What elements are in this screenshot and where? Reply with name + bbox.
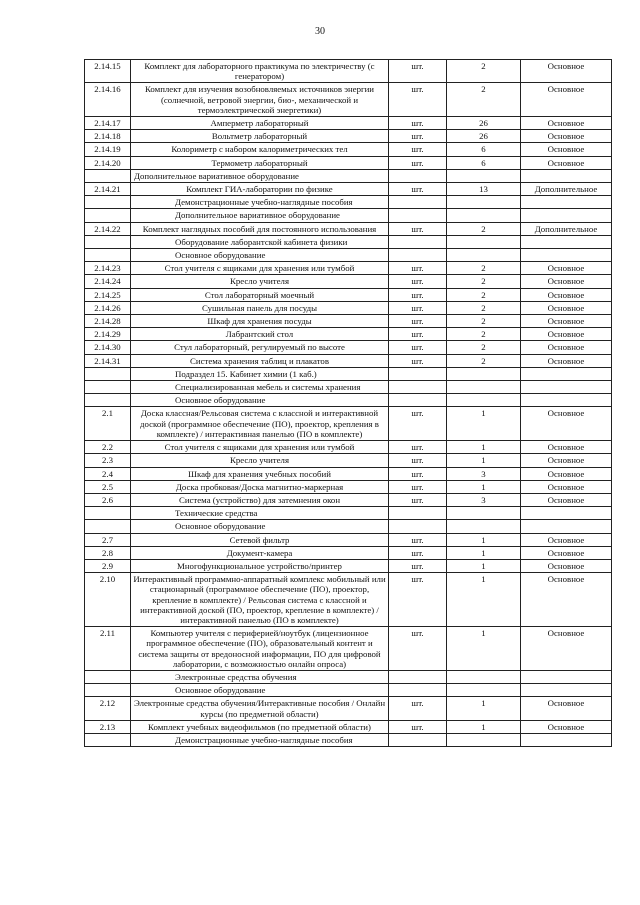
item-qty: 2 [447,275,521,288]
section-title: Основное оборудование [131,520,389,533]
section-unit-cell [389,235,447,248]
table-row [85,341,612,354]
item-num: 2.14.29 [85,328,131,341]
table-row [85,143,612,156]
section-qty-cell [447,169,521,182]
item-type: Основное [521,493,612,506]
item-type: Основное [521,60,612,83]
section-type-cell [521,196,612,209]
item-num: 2.14.17 [85,117,131,130]
item-unit: шт. [389,546,447,559]
section-title: Основное оборудование [131,249,389,262]
item-type: Основное [521,480,612,493]
section-type-cell [521,507,612,520]
section-unit-cell [389,209,447,222]
item-type: Основное [521,559,612,572]
table-row [85,222,612,235]
table-row [85,83,612,117]
section-type-cell [521,684,612,697]
section-row [85,235,612,248]
item-num: 2.14.21 [85,183,131,196]
item-num: 2.1 [85,407,131,441]
item-num: 2.14.16 [85,83,131,117]
item-unit: шт. [389,83,447,117]
item-type: Основное [521,83,612,117]
section-num-cell [85,196,131,209]
item-name: Комплект для изучения возобновляемых источников энергии (солнечной, ветровой энергии, био-, механической и термоэлектрической энергетики) [131,83,389,117]
section-unit-cell [389,196,447,209]
section-qty-cell [447,670,521,683]
item-unit: шт. [389,315,447,328]
item-num: 2.14.22 [85,222,131,235]
section-title: Электронные средства обучения [131,670,389,683]
section-title: Дополнительное вариативное оборудование [131,209,389,222]
section-unit-cell [389,169,447,182]
item-type: Основное [521,441,612,454]
section-type-cell [521,670,612,683]
section-row [85,249,612,262]
section-unit-cell [389,249,447,262]
section-unit-cell [389,367,447,380]
table-row [85,407,612,441]
section-title: Демонстрационные учебно-наглядные пособия [131,733,389,746]
section-row [85,520,612,533]
section-unit-cell [389,520,447,533]
section-unit-cell [389,733,447,746]
item-num: 2.14.25 [85,288,131,301]
item-name: Документ-камера [131,546,389,559]
section-qty-cell [447,209,521,222]
section-type-cell [521,209,612,222]
section-num-cell [85,670,131,683]
section-row [85,381,612,394]
item-name: Термометр лабораторный [131,156,389,169]
item-type: Основное [521,315,612,328]
item-type: Основное [521,627,612,671]
table-row [85,262,612,275]
item-qty: 2 [447,341,521,354]
table-row [85,117,612,130]
item-type: Основное [521,407,612,441]
section-num-cell [85,394,131,407]
item-qty: 2 [447,354,521,367]
item-type: Основное [521,720,612,733]
item-type: Основное [521,573,612,627]
section-unit-cell [389,684,447,697]
item-qty: 1 [447,720,521,733]
item-qty: 3 [447,493,521,506]
item-name: Кресло учителя [131,275,389,288]
item-unit: шт. [389,341,447,354]
section-unit-cell [389,670,447,683]
table-row [85,467,612,480]
item-name: Сушильная панель для посуды [131,301,389,314]
item-name: Кресло учителя [131,454,389,467]
section-unit-cell [389,507,447,520]
item-name: Шкаф для хранения посуды [131,315,389,328]
item-qty: 26 [447,117,521,130]
item-qty: 2 [447,301,521,314]
item-qty: 1 [447,546,521,559]
item-num: 2.14.30 [85,341,131,354]
item-unit: шт. [389,407,447,441]
section-title: Специализированная мебель и системы хранения [131,381,389,394]
item-name: Многофункциональное устройство/принтер [131,559,389,572]
item-name: Система хранения таблиц и плакатов [131,354,389,367]
item-num: 2.14.28 [85,315,131,328]
table-row [85,441,612,454]
section-qty-cell [447,367,521,380]
section-type-cell [521,381,612,394]
item-unit: шт. [389,130,447,143]
table-row [85,328,612,341]
item-qty: 2 [447,60,521,83]
item-name: Стул лабораторный, регулируемый по высоте [131,341,389,354]
section-row [85,733,612,746]
item-name: Стол учителя с ящиками для хранения или тумбой [131,441,389,454]
table-row [85,315,612,328]
item-type: Дополнительное [521,222,612,235]
table-row [85,533,612,546]
item-name: Сетевой фильтр [131,533,389,546]
section-num-cell [85,733,131,746]
item-qty: 1 [447,407,521,441]
section-qty-cell [447,196,521,209]
item-type: Основное [521,328,612,341]
item-qty: 1 [447,533,521,546]
table-row [85,354,612,367]
item-type: Основное [521,117,612,130]
item-qty: 6 [447,143,521,156]
table-row [85,720,612,733]
section-row [85,670,612,683]
item-unit: шт. [389,559,447,572]
table-row [85,454,612,467]
item-name: Амперметр лабораторный [131,117,389,130]
item-num: 2.14.23 [85,262,131,275]
item-qty: 6 [447,156,521,169]
table-row [85,183,612,196]
item-num: 2.3 [85,454,131,467]
item-name: Вольтметр лабораторный [131,130,389,143]
item-num: 2.14.20 [85,156,131,169]
item-name: Доска пробковая/Доска магнитно-маркерная [131,480,389,493]
section-row [85,684,612,697]
table-row [85,301,612,314]
section-type-cell [521,520,612,533]
item-unit: шт. [389,627,447,671]
item-num: 2.6 [85,493,131,506]
item-qty: 1 [447,559,521,572]
item-type: Основное [521,288,612,301]
item-type: Основное [521,156,612,169]
item-num: 2.10 [85,573,131,627]
item-qty: 2 [447,288,521,301]
section-num-cell [85,249,131,262]
item-name: Стол лабораторный моечный [131,288,389,301]
item-num: 2.14.19 [85,143,131,156]
item-unit: шт. [389,222,447,235]
item-num: 2.14.15 [85,60,131,83]
section-title: Подраздел 15. Кабинет химии (1 каб.) [131,367,389,380]
table-body [85,60,612,747]
item-unit: шт. [389,288,447,301]
table-row [85,156,612,169]
item-unit: шт. [389,720,447,733]
item-unit: шт. [389,301,447,314]
section-row [85,196,612,209]
section-row [85,209,612,222]
item-qty: 2 [447,222,521,235]
section-row [85,394,612,407]
section-type-cell [521,367,612,380]
section-title: Основное оборудование [131,394,389,407]
item-qty: 1 [447,573,521,627]
section-qty-cell [447,394,521,407]
item-num: 2.11 [85,627,131,671]
item-name: Электронные средства обучения/Интерактивные пособия / Онлайн курсы (по предметной области) [131,697,389,720]
item-unit: шт. [389,480,447,493]
table-row [85,60,612,83]
section-type-cell [521,235,612,248]
section-title: Демонстрационные учебно-наглядные пособия [131,196,389,209]
item-qty: 26 [447,130,521,143]
item-unit: шт. [389,328,447,341]
table-row [85,493,612,506]
item-num: 2.7 [85,533,131,546]
section-title: Оборудование лаборантской кабинета физики [131,235,389,248]
section-title: Основное оборудование [131,684,389,697]
item-qty: 1 [447,441,521,454]
item-unit: шт. [389,493,447,506]
section-qty-cell [447,381,521,394]
item-name: Лабрантский стол [131,328,389,341]
table-row [85,275,612,288]
item-unit: шт. [389,60,447,83]
item-num: 2.2 [85,441,131,454]
item-name: Шкаф для хранения учебных пособий [131,467,389,480]
section-num-cell [85,209,131,222]
section-num-cell [85,684,131,697]
item-unit: шт. [389,697,447,720]
item-type: Основное [521,262,612,275]
section-type-cell [521,249,612,262]
section-num-cell [85,169,131,182]
section-qty-cell [447,733,521,746]
item-qty: 1 [447,454,521,467]
table-row [85,130,612,143]
section-qty-cell [447,507,521,520]
item-qty: 2 [447,328,521,341]
section-title: Технические средства [131,507,389,520]
item-num: 2.12 [85,697,131,720]
table-row [85,480,612,493]
item-num: 2.4 [85,467,131,480]
section-num-cell [85,520,131,533]
item-type: Основное [521,546,612,559]
item-name: Компьютер учителя с периферией/ноутбук (лицензионное программное обеспечение (ПО), образовательный контент и система защиты от вредоносной информации, ПО для цифровой лаборатории, с возможностью онлайн опроса) [131,627,389,671]
item-type: Основное [521,454,612,467]
section-unit-cell [389,394,447,407]
section-num-cell [85,381,131,394]
item-num: 2.8 [85,546,131,559]
section-qty-cell [447,520,521,533]
item-qty: 13 [447,183,521,196]
item-unit: шт. [389,467,447,480]
item-type: Основное [521,354,612,367]
table-row [85,697,612,720]
table-row [85,627,612,671]
item-qty: 2 [447,83,521,117]
item-num: 2.9 [85,559,131,572]
item-num: 2.14.31 [85,354,131,367]
item-num: 2.14.18 [85,130,131,143]
item-name: Система (устройство) для затемнения окон [131,493,389,506]
item-type: Основное [521,301,612,314]
section-num-cell [85,235,131,248]
item-qty: 2 [447,262,521,275]
item-num: 2.5 [85,480,131,493]
section-num-cell [85,507,131,520]
section-num-cell [85,367,131,380]
section-row [85,507,612,520]
item-qty: 1 [447,627,521,671]
section-qty-cell [447,235,521,248]
item-unit: шт. [389,275,447,288]
item-num: 2.14.26 [85,301,131,314]
item-name: Колориметр с набором калориметрических тел [131,143,389,156]
equipment-table [84,59,612,747]
item-name: Интерактивный программно-аппаратный комплекс мобильный или стационарный (программное обеспечение (ПО), проектор, крепление в комплекте) / Рельсовая система с классной и интерактивной доской (ПО, проектор, крепление в комплекте) / интерактивной панелью (ПО в комплекте) [131,573,389,627]
item-unit: шт. [389,117,447,130]
item-type: Дополнительное [521,183,612,196]
item-type: Основное [521,467,612,480]
item-name: Комплект для лабораторного практикума по электричеству (с генератором) [131,60,389,83]
table-row [85,573,612,627]
item-name: Комплект наглядных пособий для постоянного использования [131,222,389,235]
section-row [85,367,612,380]
item-unit: шт. [389,441,447,454]
item-unit: шт. [389,183,447,196]
item-type: Основное [521,697,612,720]
item-qty: 1 [447,697,521,720]
section-qty-cell [447,684,521,697]
item-name: Комплект ГИА-лаборатории по физике [131,183,389,196]
item-type: Основное [521,143,612,156]
item-num: 2.13 [85,720,131,733]
item-unit: шт. [389,156,447,169]
item-qty: 1 [447,480,521,493]
item-unit: шт. [389,262,447,275]
item-unit: шт. [389,573,447,627]
section-type-cell [521,733,612,746]
section-title: Дополнительное вариативное оборудование [131,169,389,182]
item-type: Основное [521,130,612,143]
section-type-cell [521,394,612,407]
item-num: 2.14.24 [85,275,131,288]
item-name: Комплект учебных видеофильмов (по предметной области) [131,720,389,733]
item-qty: 2 [447,315,521,328]
item-unit: шт. [389,143,447,156]
section-row [85,169,612,182]
table-row [85,559,612,572]
item-type: Основное [521,533,612,546]
item-unit: шт. [389,454,447,467]
section-unit-cell [389,381,447,394]
item-name: Доска классная/Рельсовая система с классной и интерактивной доской (программное обеспечение (ПО), проектор, крепления в комплекте) / интерактивная панелью (ПО в комплекте) [131,407,389,441]
item-unit: шт. [389,354,447,367]
item-unit: шт. [389,533,447,546]
section-type-cell [521,169,612,182]
page-number: 30 [315,26,325,37]
item-type: Основное [521,275,612,288]
item-type: Основное [521,341,612,354]
item-qty: 3 [447,467,521,480]
item-name: Стол учителя с ящиками для хранения или тумбой [131,262,389,275]
table-row [85,546,612,559]
section-qty-cell [447,249,521,262]
table-row [85,288,612,301]
